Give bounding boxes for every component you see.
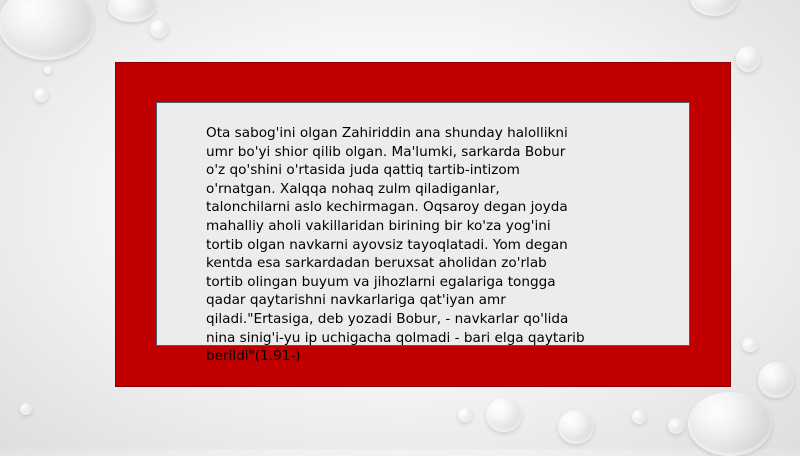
text-line: tortib olgan navkarni ayovsiz tayoqlatadi. Yom degan [206,236,568,253]
water-drop-decoration [20,403,32,415]
text-line: nina sinig'i-yu ip uchigacha qolmadi - bari elga qaytarib [206,329,585,346]
text-line: qadar qaytarishni navkarlariga qat'iyan amr [206,292,506,309]
text-line: berildi"(1.91-) [206,348,301,365]
water-drop-decoration [688,392,772,456]
water-drop-decoration [742,338,758,352]
water-drop-decoration [44,66,52,74]
text-line: talonchilarni aslo kechirmagan. Oqsaroy degan joyda [206,199,568,216]
water-drop-decoration [458,408,472,422]
text-line: tortib olingan buyum va jihozlarni egalariga tongga [206,273,556,290]
text-line: umr bo'yi shior qilib olgan. Ma'lumki, sarkarda Bobur [206,143,566,160]
water-drop-decoration [150,20,168,38]
text-line: qiladi."Ertasiga, deb yozadi Bobur, - navkarlar qo'lida [206,310,569,327]
water-drop-decoration [690,0,738,16]
text-line: Ota sabog'ini olgan Zahiriddin ana shunday halollikni [206,125,568,141]
text-line: kentda esa sarkardadan beruxsat aholidan zo'rlab [206,255,547,272]
text-line: o'z qo'shini o'rtasida juda qattiq tartib-intizom [206,162,520,179]
water-drop-decoration [668,418,684,434]
water-drop-decoration [632,410,646,424]
body-text [206,124,601,366]
text-line: mahalliy aholi vakillaridan birining bir ko'za yog'ini [206,217,551,234]
water-drop-decoration [0,0,94,60]
text-panel [156,102,690,365]
water-drop-decoration [34,88,48,102]
water-drop-decoration [486,398,522,432]
water-drop-decoration [736,46,760,72]
text-line: o'rnatgan. Xalqqa nohaq zulm qiladiganlar, [206,180,500,197]
water-drop-decoration [758,362,794,398]
water-drop-decoration [558,410,594,444]
water-drop-decoration [108,0,156,22]
